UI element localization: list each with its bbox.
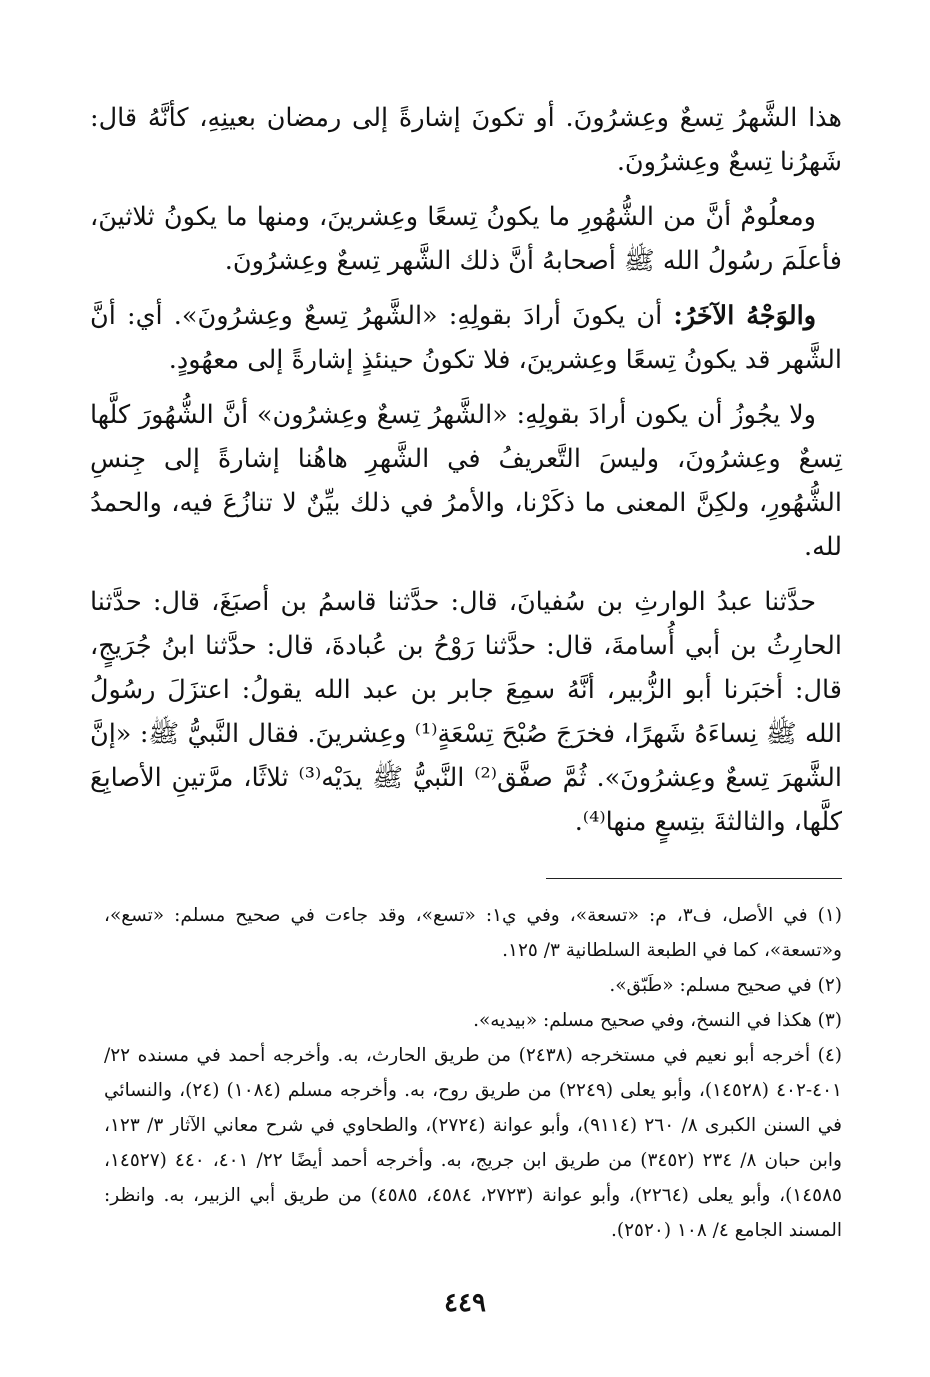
paragraph-3-lead: والوَجْهُ الآخَرُ: [673,301,817,331]
footnotes [104,898,842,1248]
paragraph-3 [90,294,842,382]
footnote-4: (٤) أخرجه أبو نعيم في مستخرجه (٢٤٣٨) من طريق الحارث، به. وأخرجه أحمد في مسنده ٢٢/ ٤٠١-٤٠٢ (١٤٥٢٨)، وأبو يعلى (٢٢٤٩) من طريق روح، به. وأخرجه مسلم (١٠٨٤) (٢٤)، والنسائي في السنن الكبرى ٨/ ٢٦٠ (٩١١٤)، وأبو عوانة (٢٧٢٤)، والطحاوي في شرح معاني الآثار ٣/ ١٢٣، وابن حبان ٨/ ٢٣٤ (٣٤٥٢) من طريق ابن جريج، به. وأخرجه أحمد أيضًا ٢٢/ ٤٠١، ٤٤٠ (١٤٥٢٧، ١٤٥٨٥)، وأبو يعلى (٢٢٦٤)، وأبو عوانة (٢٧٢٣، ٤٥٨٤، ٤٥٨٥) من طريق أبي الزبير، به. وانظر: المسند الجامع ٤/ ١٠٨ (٢٥٢٠). [104,1045,843,1241]
paragraph-4: ولا يجُوزُ أن يكون أرادَ بقولِهِ: «الشَّهرُ تِسعٌ وعِشرُون» أنَّ الشُّهُورَ كلَّها تِسعٌ وعِشرُونَ، وليسَ التَّعريفُ في الشَّهرِ هاهُنا إشارةً إلى جِنسِ الشُّهُورِ، ولكِنَّ المعنى ما ذكَرْنا، والأمرُ في ذلك بيِّنٌ لا تنازُعَ فيه، والحمدُ لله. [90,400,842,562]
footnote-3: (٣) هكذا في النسخ، وفي صحيح مسلم: «بيديه». [473,1010,842,1031]
main-text [90,96,842,855]
footnote-2: (٢) في صحيح مسلم: «طَبّق». [609,975,842,996]
paragraph-5: حدَّثنا عبدُ الوارثِ بن سُفيانَ، قال: حدَّثنا قاسمُ بن أصبَغَ، قال: حدَّثنا الحارِثُ بن أبي أُسامةَ، قال: حدَّثنا رَوْحُ بن عُبادةَ، قال: حدَّثنا ابنُ جُرَيجٍ، قال: أخبَرنا أبو الزُّبير، أنَّهُ سمِعَ جابر بن عبد الله يقولُ: اعتزَلَ رسُولُ الله ﷺ نِساءَهُ شَهرًا، فخرَجَ صُبْحَ تِسْعَةٍ⁽¹⁾ وعِشرينَ. فقال النَّبيُّ ﷺ: «إنَّ الشَّهرَ تِسعٌ وعِشرُونَ». ثُمَّ صفَّق⁽²⁾ النَّبيُّ ﷺ يدَيْه⁽³⁾ ثلاثًا، مرَّتينِ الأصابِعَ كلَّها، والثالثةَ بتِسعٍ منها⁽⁴⁾. [90,587,843,837]
footnote-1: (١) في الأصل، ف٣، م: «تسعة»، وفي ي١: «تسع»، وقد جاءت في صحيح مسلم: «تسع»، و«تسعة»، كما في الطبعة السلطانية ٣/ ١٢٥. [104,905,842,961]
paragraph-1: هذا الشَّهرُ تِسعٌ وعِشرُونَ. أو تكونَ إشارةً إلى رمضان بعينِهِ، كأنَّهُ قال: شَهرُنا تِسعٌ وعِشرُونَ. [90,103,842,177]
footnote-separator [546,878,842,879]
page-number: ٤٤٩ [444,1288,486,1318]
paragraph-3-body: أن يكونَ أرادَ بقولِهِ: «الشَّهرُ تِسعٌ وعِشرُونَ». أي: أنَّ الشَّهر قد يكونُ تِسعًا وعِشرينَ، فلا تكونُ حينئذٍ إشارةً إلى معهُودٍ. [90,301,842,375]
paragraph-2: ومعلُومٌ أنَّ من الشُّهُورِ ما يكونُ تِسعًا وعِشرينَ، ومنها ما يكونُ ثلاثينَ، فأعلَمَ رسُولُ الله ﷺ أصحابهُ أنَّ ذلك الشَّهر تِسعٌ وعِشرُونَ. [90,202,842,276]
